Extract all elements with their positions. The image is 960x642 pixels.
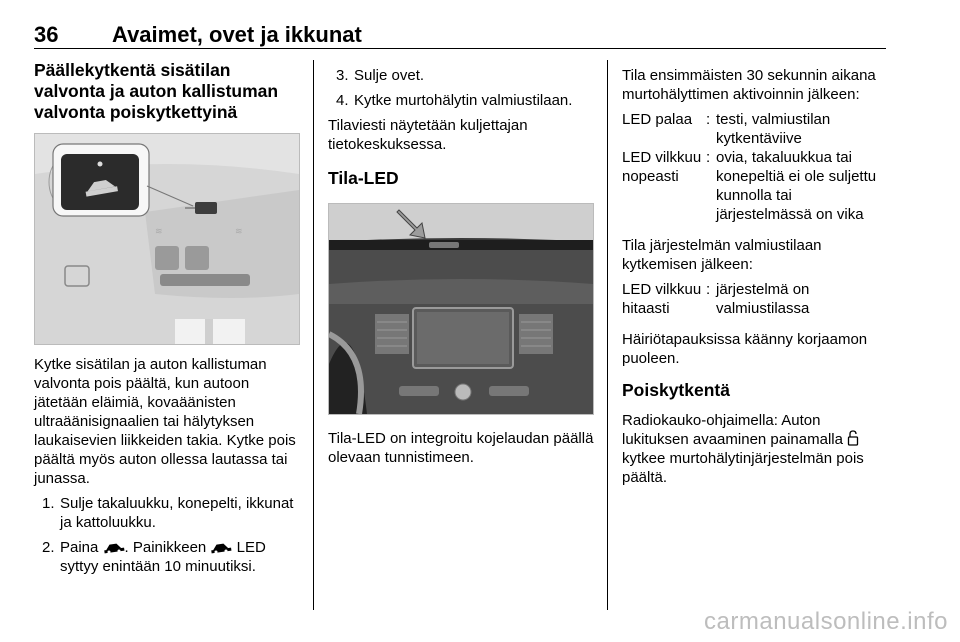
deactivation-paragraph <box>622 411 888 487</box>
step-text: Kytke murtohälytin valmiustilaan. <box>354 92 573 109</box>
page-title: Avaimet, ovet ja ikkunat <box>112 22 362 47</box>
colon: : <box>706 281 711 298</box>
led-table-row <box>622 148 888 224</box>
step-number: 1. <box>42 495 55 512</box>
list-item <box>34 538 300 576</box>
fault-paragraph: Häiriötapauksissa käänny korjaamon puoleen. <box>622 331 868 367</box>
svg-text:≋: ≋ <box>155 226 163 236</box>
column-middle <box>328 66 594 467</box>
step-number: 3. <box>336 67 349 84</box>
led-table-row <box>622 110 888 148</box>
step-text-pre: Paina <box>60 539 99 556</box>
deactivation-text-post: kytkee murtohälytinjärjestelmän pois päältä. <box>622 450 864 486</box>
status-intro: Tila ensimmäisten 30 sekunnin aikana murtohälyttimen aktivoinnin jälkeen: <box>622 67 876 103</box>
step-number: 4. <box>336 92 349 109</box>
led-term: LED vilkkuu hitaasti <box>622 281 702 317</box>
list-item <box>34 494 300 532</box>
step-number: 2. <box>42 539 55 556</box>
list-item <box>328 91 594 110</box>
deactivation-text-pre: Radiokauko-ohjaimella: Auton lukituksen avaaminen painamalla <box>622 412 843 448</box>
section-heading: Tila-LED <box>328 168 399 188</box>
led-description: järjestelmä on valmiustilassa <box>716 281 810 317</box>
step-text: Sulje takaluukku, konepelti, ikkunat ja kattoluukku. <box>60 495 294 531</box>
led-table-row <box>622 280 888 318</box>
page-header <box>34 18 886 49</box>
led-term: LED vilkkuu nopeasti <box>622 149 702 185</box>
column-divider <box>313 60 314 610</box>
status-intro: Tila järjestelmän valmiustilaan kytkemisen jälkeen: <box>622 237 822 273</box>
steps-list <box>328 66 594 110</box>
list-item <box>328 66 594 85</box>
colon: : <box>706 149 711 166</box>
car-tilt-icon <box>103 540 125 554</box>
section-heading: Poiskytkentä <box>622 380 730 400</box>
led-term: LED palaa <box>622 111 693 128</box>
colon: : <box>706 111 711 128</box>
column-divider <box>607 60 608 610</box>
padlock-open-icon <box>847 430 859 446</box>
step-text-mid: . Painikkeen <box>124 539 207 556</box>
column-right <box>622 66 888 487</box>
roof-console-photo <box>34 133 300 345</box>
step-text: Sulje ovet. <box>354 67 425 84</box>
svg-text:≋: ≋ <box>235 226 243 236</box>
watermark: carmanualsonline.info <box>704 608 948 635</box>
page-number: 36 <box>34 22 59 47</box>
column-left <box>34 60 300 582</box>
note-paragraph: Tilaviesti näytetään kuljettajan tietokeskuksessa. <box>328 117 528 153</box>
dashboard-photo <box>328 203 594 415</box>
step-text-post: LED syttyy enintään 10 minuutiksi. <box>60 539 266 575</box>
caption-paragraph: Tila-LED on integroitu kojelaudan päällä olevaan tunnistimeen. <box>328 430 594 466</box>
led-description: ovia, takaluukkua tai konepeltiä ei ole suljettu kunnolla tai järjestelmässä on vika <box>716 149 877 223</box>
steps-list <box>34 494 300 576</box>
intro-paragraph: Kytke sisätilan ja auton kallistuman valvonta pois päältä, kun autoon jätetään eläimiä, kovaäänisten ultraäänisignaalien tai hälytyksen laukaisevien liikkeiden takia. Kytke pois päältä myös auton ollessa lautassa tai junassa. <box>34 356 296 487</box>
car-tilt-icon <box>210 540 232 554</box>
section-heading: Päällekytkentä sisätilan valvonta ja auton kallistuman valvonta poiskytkettyinä <box>34 60 279 122</box>
led-description: testi, valmiustilan kytkentäviive <box>716 111 831 147</box>
